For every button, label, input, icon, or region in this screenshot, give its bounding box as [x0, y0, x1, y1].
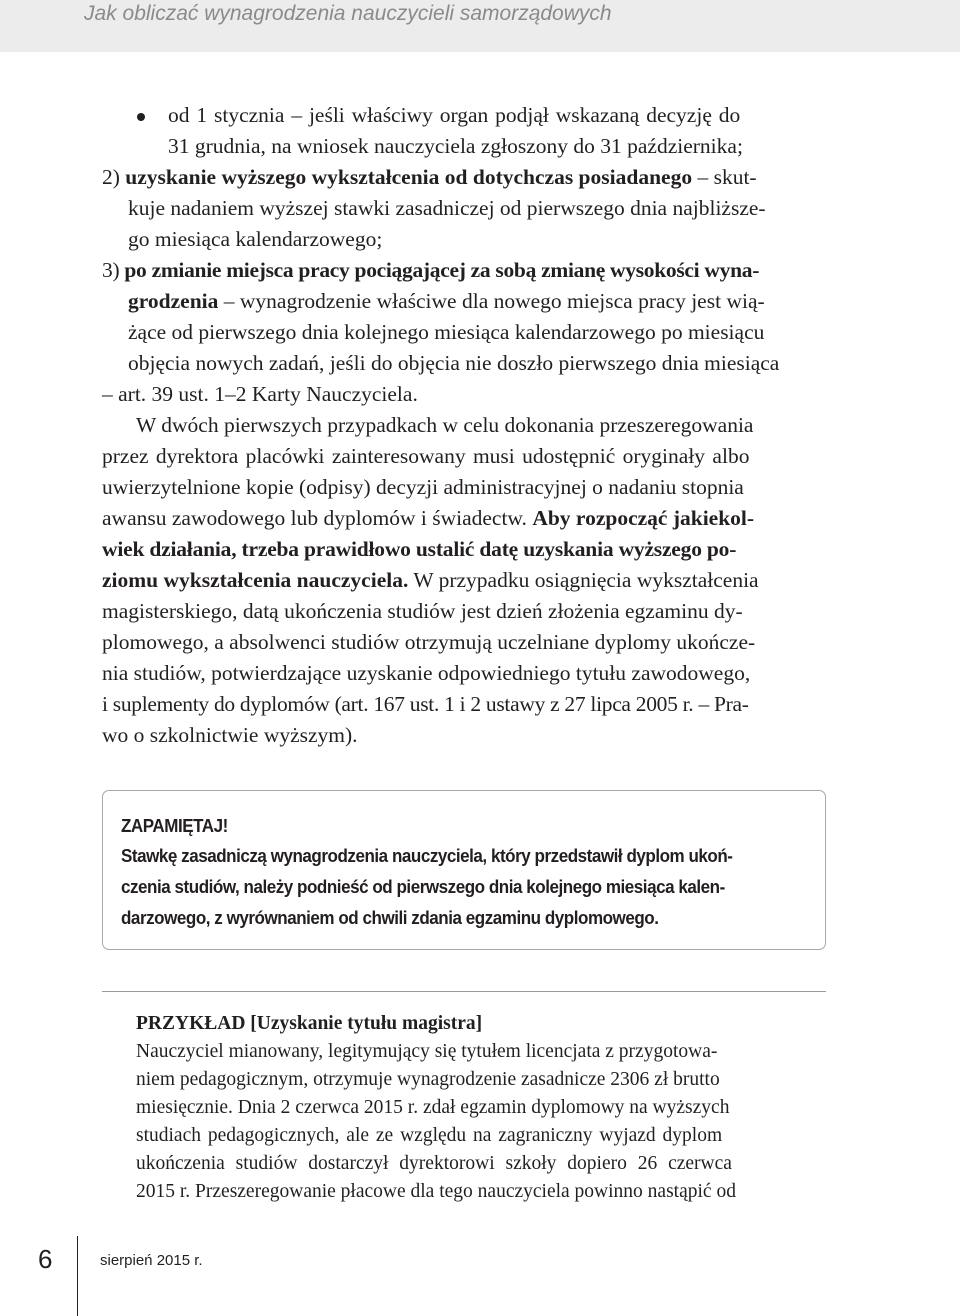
text-line [102, 165, 757, 190]
header-title: Jak obliczać wynagrodzenia nauczycieli samorządowych [84, 2, 612, 25]
text-line: nia studiów, potwierdzające uzyskanie odpowiedniego tytułu zawodowego, [102, 661, 751, 685]
text-line [102, 568, 759, 593]
text-fragment: awansu zawodowego lub dyplomów i świadectw. [102, 506, 533, 530]
text-line: objęcia nowych zadań, jeśli do objęcia nie doszło pierwszego dnia miesiąca [128, 351, 780, 375]
text-line [102, 506, 754, 531]
example-line: miesięcznie. Dnia 2 czerwca 2015 r. zdał egzamin dyplomowy na wyższych [136, 1097, 730, 1118]
text-fragment: – skut- [692, 165, 757, 189]
text-line: W dwóch pierwszych przypadkach w celu dokonania przeszeregowania [136, 413, 754, 437]
bold-phrase: uzyskanie wyższego wykształcenia od dotychczas posiadanego [125, 165, 693, 189]
running-header [0, 0, 960, 52]
bold-phrase: ziomu wykształcenia nauczyciela. [102, 568, 409, 592]
text-line: plomowego, a absolwenci studiów otrzymują uczelniane dyplomy ukończe- [102, 630, 756, 654]
example-line: studiach pedagogicznych, ale ze względu na zagraniczny wyjazd dyplom [136, 1125, 723, 1146]
text-line: i suplementy do dyplomów (art. 167 ust. 1 i 2 ustawy z 27 lipca 2005 r. – Pra- [102, 692, 749, 716]
bullet-dot [137, 113, 145, 121]
bold-phrase: wiek działania, trzeba prawidłowo ustalić datę uzyskania wyższego po- [102, 537, 737, 561]
remember-box [102, 790, 826, 950]
text-line: magisterskiego, datą ukończenia studiów jest dzień złożenia egzaminu dy- [102, 599, 743, 623]
text-fragment: W przypadku osiągnięcia wykształcenia [408, 568, 759, 592]
remember-line: czenia studiów, należy podnieść od pierwszego dnia kolejnego miesiąca kalen- [121, 876, 725, 897]
example-line: niem pedagogicznym, otrzymuje wynagrodzenie zasadnicze 2306 zł brutto [136, 1069, 720, 1090]
list-number: 3) [102, 258, 125, 282]
remember-line: Stawkę zasadniczą wynagrodzenia nauczyciela, który przedstawił dyplom ukoń- [121, 845, 733, 866]
page-number: 6 [38, 1244, 53, 1274]
bold-phrase: Aby rozpocząć jakiekol- [532, 506, 755, 530]
text-line [128, 289, 765, 314]
remember-line: darzowego, z wyrównaniem od chwili zdania egzaminu dyplomowego. [121, 907, 659, 928]
bold-phrase: po zmianie miejsca pracy pociągającej za sobą zmianę wysokości wyna- [124, 258, 760, 282]
text-line [102, 537, 736, 562]
example-title: PRZYKŁAD [Uzyskanie tytułu magistra] [136, 1013, 483, 1034]
footer-divider [77, 1236, 78, 1316]
example-line: Nauczyciel mianowany, legitymujący się tytułem licencjata z przygotowa- [136, 1041, 718, 1062]
text-line: uwierzytelnione kopie (odpisy) decyzji administracyjnej o nadaniu stopnia [102, 475, 744, 499]
example-line: 2015 r. Przeszeregowanie płacowe dla tego nauczyciela powinno nastąpić od [136, 1181, 736, 1202]
text-line: żące od pierwszego dnia kolejnego miesiąca kalendarzowego po miesiącu [128, 320, 765, 344]
example-line: ukończenia studiów dostarczył dyrektorowi szkoły dopiero 26 czerwca [136, 1153, 732, 1174]
text-fragment: – wynagrodzenie właściwe dla nowego miejsca pracy jest wią- [218, 289, 765, 313]
text-line: od 1 stycznia – jeśli właściwy organ podjął wskazaną decyzję do [168, 103, 741, 127]
text-line: przez dyrektora placówki zainteresowany musi udostępnić oryginały albo [102, 444, 750, 468]
remember-title: ZAPAMIĘTAJ! [121, 815, 228, 836]
bold-phrase: grodzenia [128, 289, 219, 313]
text-line: go miesiąca kalendarzowego; [128, 227, 383, 251]
footer-date: sierpień 2015 r. [100, 1252, 203, 1269]
text-line: kuje nadaniem wyższej stawki zasadniczej od pierwszego dnia najbliższe- [128, 196, 766, 220]
text-line: 31 grudnia, na wniosek nauczyciela zgłoszony do 31 października; [168, 134, 743, 158]
text-line: wo o szkolnictwie wyższym). [102, 723, 358, 747]
list-number: 2) [102, 165, 126, 189]
text-line [102, 258, 759, 283]
text-line: – art. 39 ust. 1–2 Karty Nauczyciela. [102, 382, 418, 406]
section-divider [102, 991, 826, 992]
